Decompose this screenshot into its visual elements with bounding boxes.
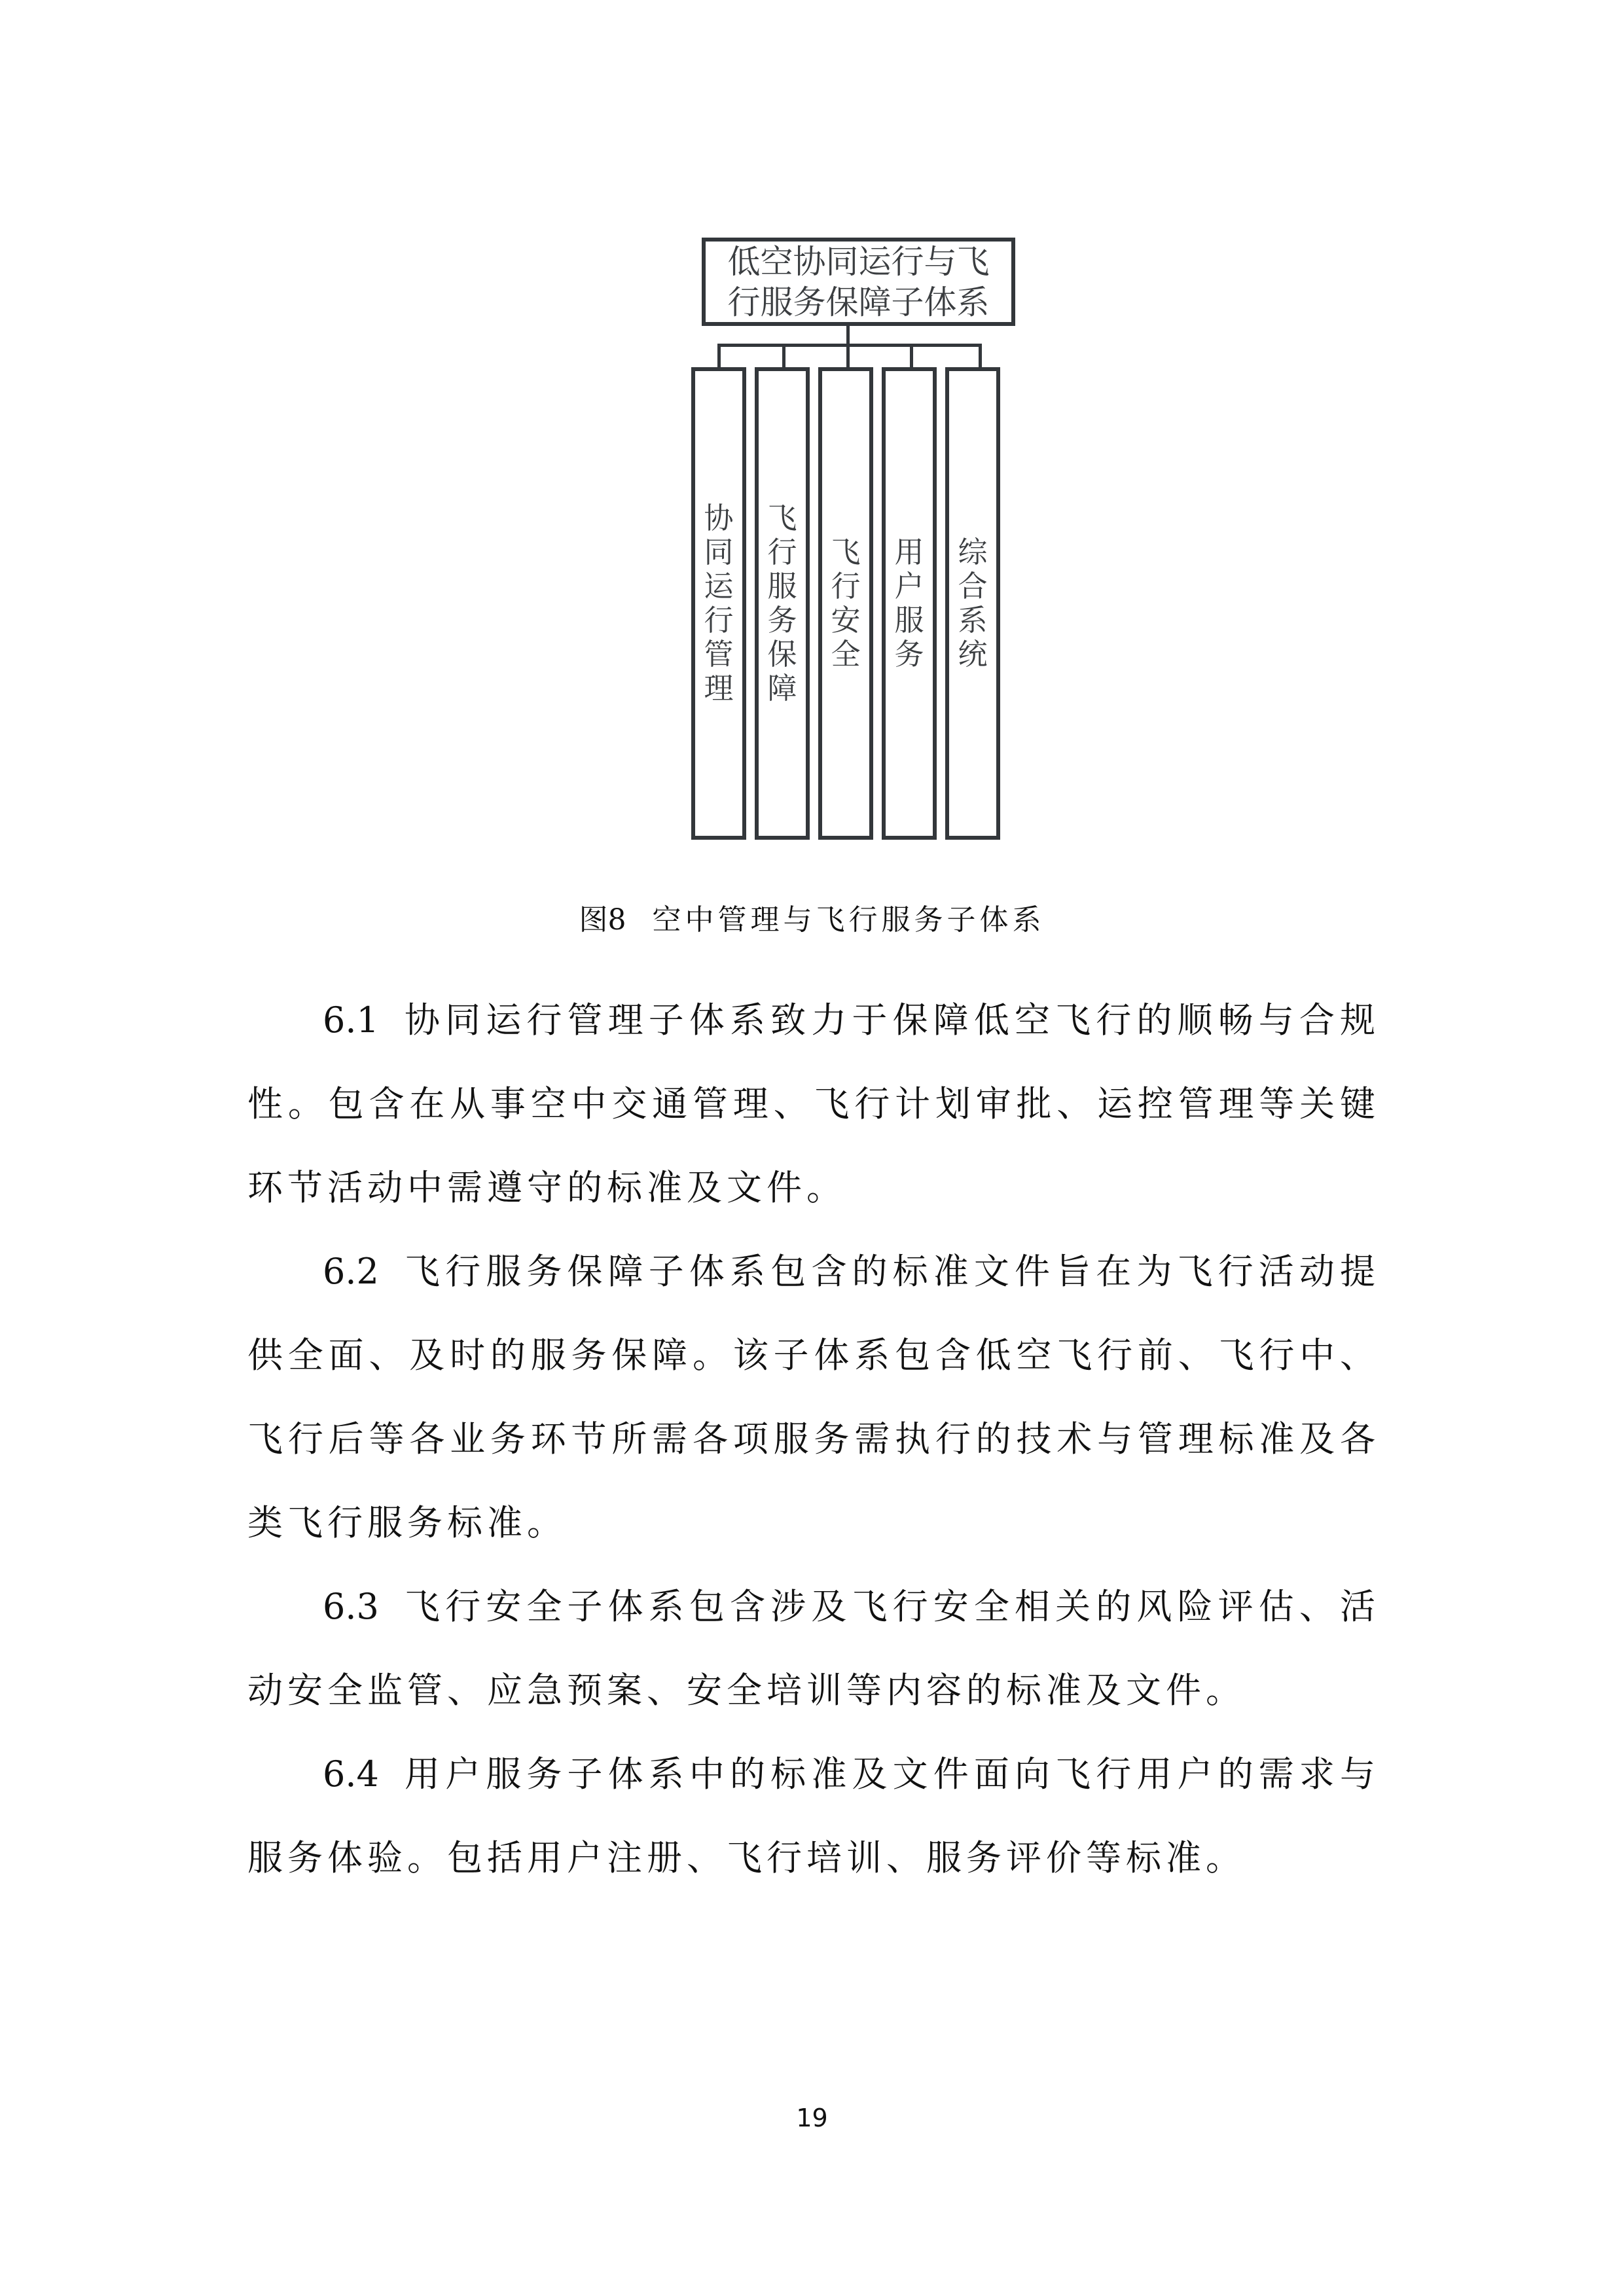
subsystem-diagram — [0, 0, 1624, 851]
connector-drop-1 — [717, 344, 721, 368]
body-text — [247, 978, 1380, 1900]
diagram-node-flight-safety — [818, 367, 873, 840]
figure-caption — [0, 902, 1624, 939]
diagram-node-label: 协同运行管理 — [704, 501, 734, 706]
diagram-node-coordinated-operations — [691, 367, 746, 840]
section-number: 6.4 — [323, 1753, 379, 1795]
diagram-root-node — [702, 238, 1015, 326]
paragraph-text: 用户服务子体系中的标准及文件面向飞行用户的需求与服务体验。包括用户注册、飞行培训、服务评价等标准。 — [247, 1753, 1380, 1878]
connector-trunk — [846, 322, 850, 346]
connector-drop-4 — [910, 344, 913, 368]
figure-title: 空中管理与飞行服务子体系 — [652, 903, 1045, 937]
paragraph-6-1 — [247, 978, 1380, 1230]
diagram-node-integrated-system — [945, 367, 1000, 840]
diagram-node-label: 飞行安全 — [831, 535, 861, 672]
section-number: 6.3 — [323, 1586, 379, 1627]
paragraph-text: 协同运行管理子体系致力于保障低空飞行的顺畅与合规性。包含在从事空中交通管理、飞行计划审批、运控管理等关键环节活动中需遵守的标准及文件。 — [247, 999, 1380, 1208]
diagram-node-flight-service — [755, 367, 810, 840]
diagram-root-label: 低空协同运行与飞行服务保障子体系 — [727, 242, 990, 321]
paragraph-6-3 — [247, 1565, 1380, 1732]
diagram-node-label: 飞行服务保障 — [767, 501, 797, 706]
connector-bus — [717, 344, 982, 347]
connector-drop-5 — [979, 344, 982, 368]
paragraph-6-4 — [247, 1732, 1380, 1900]
section-number: 6.1 — [323, 999, 379, 1041]
diagram-node-label: 用户服务 — [894, 535, 924, 672]
figure-number: 图8 — [579, 903, 626, 937]
paragraph-text: 飞行服务保障子体系包含的标准文件旨在为飞行活动提供全面、及时的服务保障。该子体系包含低空飞行前、飞行中、飞行后等各业务环节所需各项服务需执行的技术与管理标准及各类飞行服务标准。 — [247, 1251, 1380, 1543]
paragraph-text: 飞行安全子体系包含涉及飞行安全相关的风险评估、活动安全监管、应急预案、安全培训等内容的标准及文件。 — [247, 1586, 1380, 1711]
page-number: 19 — [796, 2104, 828, 2132]
connector-drop-3 — [846, 344, 850, 368]
diagram-node-user-service — [882, 367, 937, 840]
connector-drop-2 — [782, 344, 785, 368]
diagram-node-label: 综合系统 — [958, 535, 988, 672]
paragraph-6-2 — [247, 1230, 1380, 1565]
section-number: 6.2 — [323, 1251, 379, 1292]
